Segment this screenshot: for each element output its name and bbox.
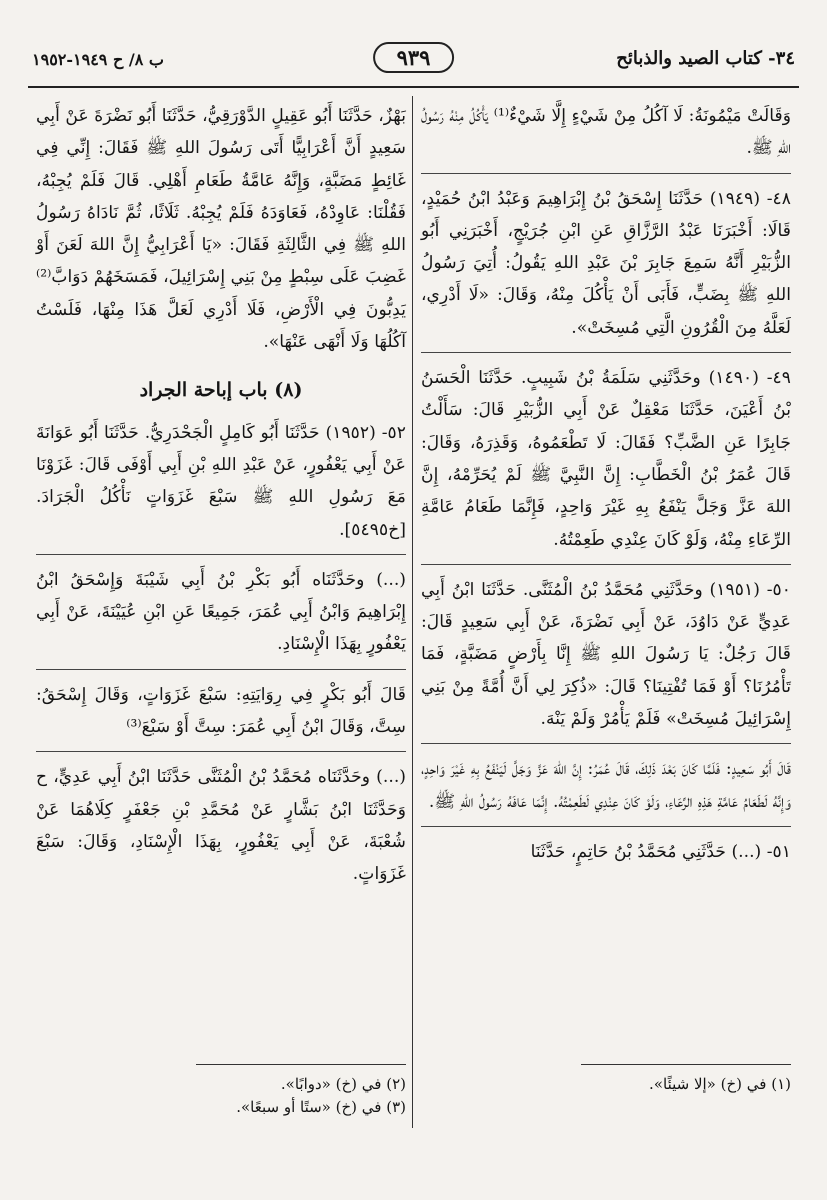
paragraph-separator bbox=[36, 669, 406, 670]
page-number: ٩٣٩ bbox=[373, 42, 455, 73]
hadith-paragraph: ٤٨- (١٩٤٩) حَدَّثَنَا إِسْحَقُ بْنُ إِبْرَاهِيمَ وَعَبْدُ ابْنُ حُمَيْدٍ، قَالَا: أَخْبَرَنَا عَبْدُ الرَّزَّاقِ عَنِ ابْنِ جُرَيْجٍ، أَخْبَرَنِي أَبُو الزُّبَيْرِ أَنَّهُ سَمِعَ جَابِرَ بْنَ عَبْدِ اللهِ يَقُولُ: أُتِيَ رَسُولُ اللهِ ﷺ بِضَبٍّ، فَأَبَى أَنْ يَأْكُلَ مِنْهُ، وَقَالَ: «لَا أَدْرِي، لَعَلَّهُ مِنَ الْقُرُونِ الَّتِي مُسِخَتْ». bbox=[421, 188, 791, 338]
hadith-paragraph: ٥٢- (١٩٥٢) حَدَّثَنَا أَبُو كَامِلٍ الْجَحْدَرِيُّ. حَدَّثَنَا أَبُو عَوَانَةَ عَنْ أَبِي يَعْفُورٍ، عَنْ عَبْدِ اللهِ بْنِ أَبِي أَوْفَى قَالَ: غَزَوْنَا مَعَ رَسُولِ اللهِ ﷺ سَبْعَ غَزَوَاتٍ نَأْكُلُ الْجَرَادَ. [خ٥٤٩٥]. bbox=[36, 422, 406, 540]
text-paragraph: وَقَالَتْ مَيْمُونَةُ: لَا آكُلُ مِنْ شَيْءٍ إِلَّا شَيْءٌ⁽¹⁾ يَأْكُلُ مِنْهُ رَسُولُ اللهِ ﷺ. bbox=[421, 106, 792, 159]
footnote: (٢) في (خ) «دوابًا». bbox=[280, 1075, 406, 1093]
paragraph-separator bbox=[36, 554, 406, 555]
footnote: (١) في (خ) «إلا شيئًا». bbox=[649, 1075, 791, 1093]
section-heading: (٨) باب إباحة الجراد bbox=[139, 379, 303, 402]
hadith-paragraph: ٥١- (...) حَدَّثَنِي مُحَمَّدُ بْنُ حَاتِمٍ، حَدَّثَنَا bbox=[530, 841, 791, 862]
text-paragraph: قَالَ أَبُو سَعِيدٍ: فَلَمَّا كَانَ بَعْدَ ذَلِكَ، قَالَ عُمَرُ: إِنَّ اللهَ عَزَّ وَجَلَّ لَيَنْفَعُ بِهِ غَيْرَ وَاحِدٍ، وَإِنَّهُ لَطَعَامُ عَامَّةِ هَذِهِ الرِّعَاءِ، وَلَوْ كَانَ عِنْدِي لَطَعِمْتُهُ. إِنَّمَا عَافَهُ رَسُولُ اللهِ ﷺ. bbox=[421, 759, 791, 812]
text-paragraph: بَهْزٌ، حَدَّثَنَا أَبُو عَقِيلٍ الدَّوْرَقِيُّ، حَدَّثَنَا أَبُو نَضْرَةَ عَنْ أَبِي سَعِيدٍ أَنَّ أَعْرَابِيًّا أَتَى رَسُولَ اللهِ ﷺ فَقَالَ: إِنِّي فِي غَائِطٍ مَضَبَّةٍ، وَإِنَّهُ عَامَّةُ طَعَامِ أَهْلِي. قَالَ فَلَمْ يُجِبْهُ، فَقُلْنَا: عَاوِدْهُ، فَعَاوَدَهُ فَلَمْ يُجِبْهُ. ثَلَاثًا، ثُمَّ نَادَاهُ رَسُولُ اللهِ ﷺ فِي الثَّالِثَةِ فَقَالَ: «يَا أَعْرَابِيُّ إِنَّ اللهَ لَعَنَ أَوْ غَضِبَ عَلَى سِبْطٍ مِنْ بَنِي إِسْرَائِيلَ، فَمَسَخَهُمْ دَوَابَّ⁽²⁾ يَدِبُّونَ فِي الْأَرْضِ، فَلَا أَدْرِي لَعَلَّ هَذَا مِنْهَا، فَلَسْتُ آكُلُهَا وَلَا أَنْهَى عَنْهَا». bbox=[36, 106, 406, 353]
paragraph-separator bbox=[421, 173, 791, 174]
hadith-paragraph: (...) وحَدَّثَنَاه مُحَمَّدُ بْنُ الْمُثَنَّى حَدَّثَنَا ابْنُ أَبِي عَدِيٍّ، ح وَحَدَّثَنَا ابْنُ بَشَّارٍ عَنْ مُحَمَّدِ بْنِ جَعْفَرٍ كِلَاهُمَا عَنْ شُعْبَةَ، عَنْ أَبِي يَعْفُورٍ، بِهَذَا الْإِسْنَادِ، وَقَالَ: سَبْعَ غَزَوَاتٍ. bbox=[36, 767, 406, 885]
chapter-title: ٣٤- كتاب الصيد والذبائح bbox=[616, 48, 795, 69]
footnote: (٣) في (خ) «ستًا أو سبعًا». bbox=[236, 1098, 406, 1116]
column-divider bbox=[412, 96, 413, 1128]
paragraph-separator bbox=[421, 564, 791, 565]
paragraph-separator bbox=[421, 826, 791, 827]
right-column bbox=[421, 100, 791, 868]
footnotes-right bbox=[421, 1064, 791, 1096]
text-paragraph: قَالَ أَبُو بَكْرٍ فِي رِوَايَتِهِ: سَبْعَ غَزَوَاتٍ، وَقَالَ إِسْحَقُ: سِتَّ، وَقَالَ ابْنُ أَبِي عُمَرَ: سِتَّ أَوْ سَبْعَ⁽³⁾ bbox=[36, 684, 406, 738]
left-column bbox=[36, 100, 406, 891]
paragraph-separator bbox=[421, 743, 791, 744]
hadith-paragraph: ٥٠- (١٩٥١) وحَدَّثَنِي مُحَمَّدُ بْنُ الْمُثَنَّى. حَدَّثَنَا ابْنُ أَبِي عَدِيٍّ عَنْ دَاوُدَ، عَنْ أَبِي نَضْرَةَ، عَنْ أَبِي سَعِيدٍ قَالَ: قَالَ رَجُلٌ: يَا رَسُولَ اللهِ ﷺ إِنَّا بِأَرْضٍ مَضَبَّةٍ، فَمَا تَأْمُرُنَا؟ أَوْ فَمَا تُفْتِينَا؟ قَالَ: «ذُكِرَ لِي أَنَّ أُمَّةً مِنْ بَنِي إِسْرَائِيلَ مُسِخَتْ» فَلَمْ يَأْمُرْ وَلَمْ يَنْهَ. bbox=[421, 579, 791, 730]
paragraph-separator bbox=[421, 352, 791, 353]
footnotes-left bbox=[36, 1064, 406, 1119]
hadith-range-reference: ب ٨/ ح ١٩٤٩-١٩٥٢ bbox=[32, 50, 164, 69]
page-header bbox=[28, 40, 799, 86]
hadith-paragraph: (...) وحَدَّثَنَاه أَبُو بَكْرِ بْنُ أَبِي شَيْبَةَ وَإِسْحَقُ ابْنُ إِبْرَاهِيمَ وَابْنُ أَبِي عُمَرَ، جَمِيعًا عَنِ ابْنِ عُيَيْنَةَ، عَنْ أَبِي يَعْفُورٍ بِهَذَا الْإِسْنَادِ. bbox=[36, 569, 406, 655]
hadith-paragraph: ٤٩- (١٤٩٠) وحَدَّثَنِي سَلَمَةُ بْنُ شَبِيبٍ. حَدَّثَنَا الْحَسَنُ بْنُ أَعْيَنَ، حَدَّثَنَا مَعْقِلٌ عَنْ أَبِي الزُّبَيْرِ قَالَ: سَأَلْتُ جَابِرًا عَنِ الضَّبِّ؟ فَقَالَ: لَا تَطْعَمُوهُ، وَقَذِرَهُ، وَقَالَ: قَالَ عُمَرُ بْنُ الْخَطَّابِ: إِنَّ النَّبِيَّ ﷺ لَمْ يُحَرِّمْهُ، إِنَّ اللهَ عَزَّ وَجَلَّ يَنْفَعُ بِهِ غَيْرَ وَاحِدٍ، فَإِنَّمَا طَعَامُ عَامَّةِ الرِّعَاءِ مِنْهُ، وَلَوْ كَانَ عِنْدِي طَعِمْتُهُ. bbox=[421, 368, 791, 550]
footnote-rule bbox=[581, 1064, 791, 1065]
footnote-rule bbox=[196, 1064, 406, 1065]
paragraph-separator bbox=[36, 751, 406, 752]
header-rule bbox=[28, 86, 799, 88]
